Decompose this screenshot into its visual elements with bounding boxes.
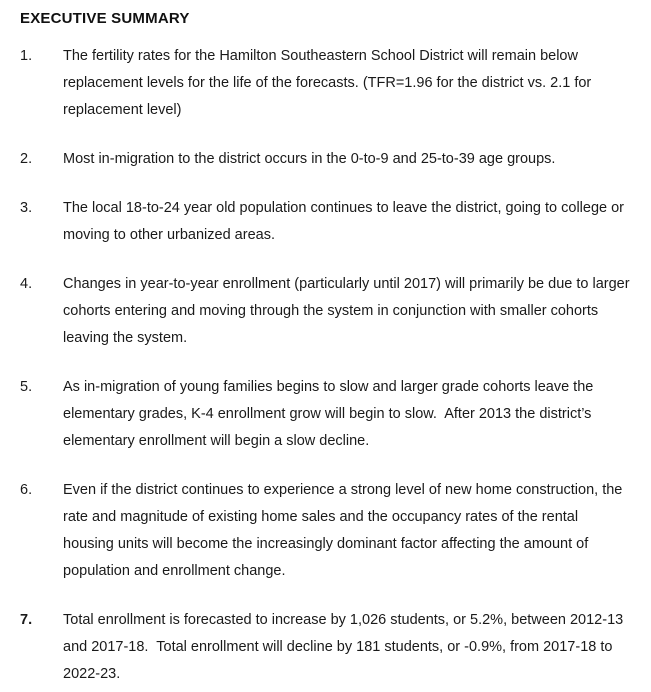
item-text: As in-migration of young families begins to slow and larger grade cohorts leave the elementary grades, K-4 enrollment grow will begin to slow. After 2013 the district’s elementary enrollment will begin a slow decline. bbox=[63, 379, 598, 449]
item-number: 2. bbox=[20, 151, 33, 167]
item-number: 5. bbox=[20, 379, 33, 395]
page-title: EXECUTIVE SUMMARY bbox=[20, 10, 190, 27]
item-text: Even if the district continues to experience a strong level of new home construction, the rate and magnitude of existing home sales and the occupancy rates of the rental housing units will become the increasingly dominant factor affecting the amount of population and enrollment change. bbox=[63, 482, 627, 579]
executive-summary-list bbox=[20, 43, 633, 688]
item-number: 3. bbox=[20, 200, 33, 216]
list-item-2 bbox=[20, 146, 633, 173]
item-number: 1. bbox=[20, 48, 33, 64]
list-item-3 bbox=[20, 195, 633, 249]
list-item-7 bbox=[20, 607, 633, 688]
item-text: Changes in year-to-year enrollment (particularly until 2017) will primarily be due to larger cohorts entering and moving through the system in conjunction with smaller cohorts leaving the system. bbox=[63, 276, 634, 346]
item-number: 7. bbox=[20, 612, 33, 628]
list-item-6 bbox=[20, 477, 633, 585]
item-text: Most in-migration to the district occurs in the 0-to-9 and 25-to-39 age groups. bbox=[63, 151, 556, 167]
item-number: 6. bbox=[20, 482, 33, 498]
item-number: 4. bbox=[20, 276, 33, 292]
item-text: Total enrollment is forecasted to increase by 1,026 students, or 5.2%, between 2012-13 and 2017-18. Total enrollment will decline by 181 students, or -0.9%, from 2017-18 to 2022-23. bbox=[63, 612, 628, 682]
list-item-5 bbox=[20, 374, 633, 455]
item-text: The local 18-to-24 year old population continues to leave the district, going to college or moving to other urbanized areas. bbox=[63, 200, 629, 243]
list-item-1 bbox=[20, 43, 633, 124]
item-text: The fertility rates for the Hamilton Southeastern School District will remain below replacement levels for the life of the forecasts. (TFR=1.96 for the district vs. 2.1 for replacement level) bbox=[63, 48, 596, 118]
list-item-4 bbox=[20, 271, 633, 352]
